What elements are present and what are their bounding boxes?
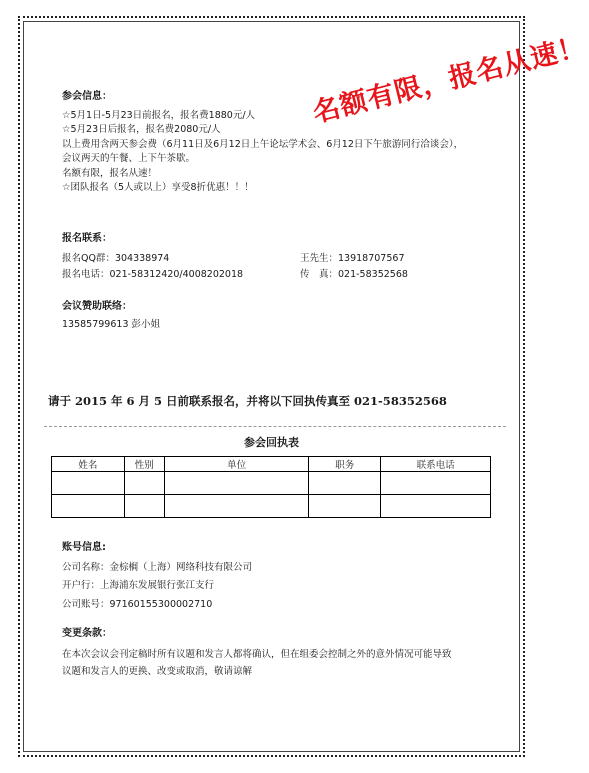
- registration-table: [51, 456, 491, 518]
- register-phone: 报名电话：021-58312420/4008202018: [62, 269, 244, 280]
- participation-heading: 参会信息：: [62, 91, 112, 102]
- contact-wang: 王先生：13918707567: [300, 253, 405, 264]
- cell-company[interactable]: [164, 495, 309, 518]
- qq-group: 报名QQ群：304338974: [62, 253, 170, 264]
- promo-stamp: 名额有限，报名从速！: [309, 31, 589, 129]
- cut-line: [44, 426, 506, 427]
- sponsor-heading: 会议赞助联络：: [62, 301, 132, 312]
- cell-gender[interactable]: [124, 495, 164, 518]
- cell-company[interactable]: [164, 472, 309, 495]
- cell-phone[interactable]: [381, 495, 491, 518]
- table-header-row: [52, 457, 491, 472]
- sponsor-section: [62, 300, 160, 332]
- changes-section: [62, 627, 112, 642]
- changes-heading: 变更条款：: [62, 628, 112, 639]
- participation-line: ☆5月23日后报名，报名费2080元/人: [62, 124, 221, 135]
- cell-phone[interactable]: [381, 472, 491, 495]
- account-number: 公司账号：97160155300002710: [62, 599, 213, 610]
- changes-text-line: 在本次会议会刊定稿时所有议题和发言人都将确认，但在组委会控制之外的意外情况可能导致: [62, 649, 452, 660]
- table-row: [52, 495, 491, 518]
- header-title: 职务: [309, 457, 381, 472]
- table-row: [52, 472, 491, 495]
- cell-gender[interactable]: [124, 472, 164, 495]
- header-gender: 性别: [124, 457, 164, 472]
- header-name: 姓名: [52, 457, 125, 472]
- cell-name[interactable]: [52, 472, 125, 495]
- account-heading: 账号信息:: [62, 542, 106, 553]
- cell-title[interactable]: [309, 495, 381, 518]
- bank-name: 开户行：上海浦东发展银行张江支行: [62, 580, 215, 591]
- contact-heading: 报名联系：: [62, 233, 112, 244]
- contact-section: [62, 232, 112, 247]
- account-section: [62, 541, 106, 556]
- changes-text-line: 议题和发言人的更换、改变或取消，敬请谅解: [62, 666, 253, 677]
- deadline-notice: 请于 2015 年 6 月 5 日前联系报名，并将以下回执传真至 021-58352568: [48, 394, 447, 408]
- header-company: 单位: [164, 457, 309, 472]
- participation-line: ☆5月1日-5月23日前报名，报名费1880元/人: [62, 109, 256, 121]
- cell-title[interactable]: [309, 472, 381, 495]
- cell-name[interactable]: [52, 495, 125, 518]
- participation-line: 会议两天的午餐、上下午茶歇。: [62, 153, 196, 164]
- form-title: 参会回执表: [244, 436, 299, 449]
- company-name: 公司名称：金棕榈（上海）网络科技有限公司: [62, 562, 253, 573]
- fax-number: 传 真：021-58352568: [300, 269, 408, 280]
- header-phone: 联系电话: [381, 457, 491, 472]
- sponsor-contact: 13585799613 彭小姐: [62, 318, 161, 330]
- participation-line: 名额有限，报名从速！: [62, 167, 158, 179]
- participation-line: ☆团队报名（5人或以上）享受8折优惠！！！: [62, 182, 254, 193]
- participation-line: 以上费用含两天参会费（6月11日及6月12日上午论坛学术会、6月12日下午旅游同行洽谈会），: [62, 138, 464, 150]
